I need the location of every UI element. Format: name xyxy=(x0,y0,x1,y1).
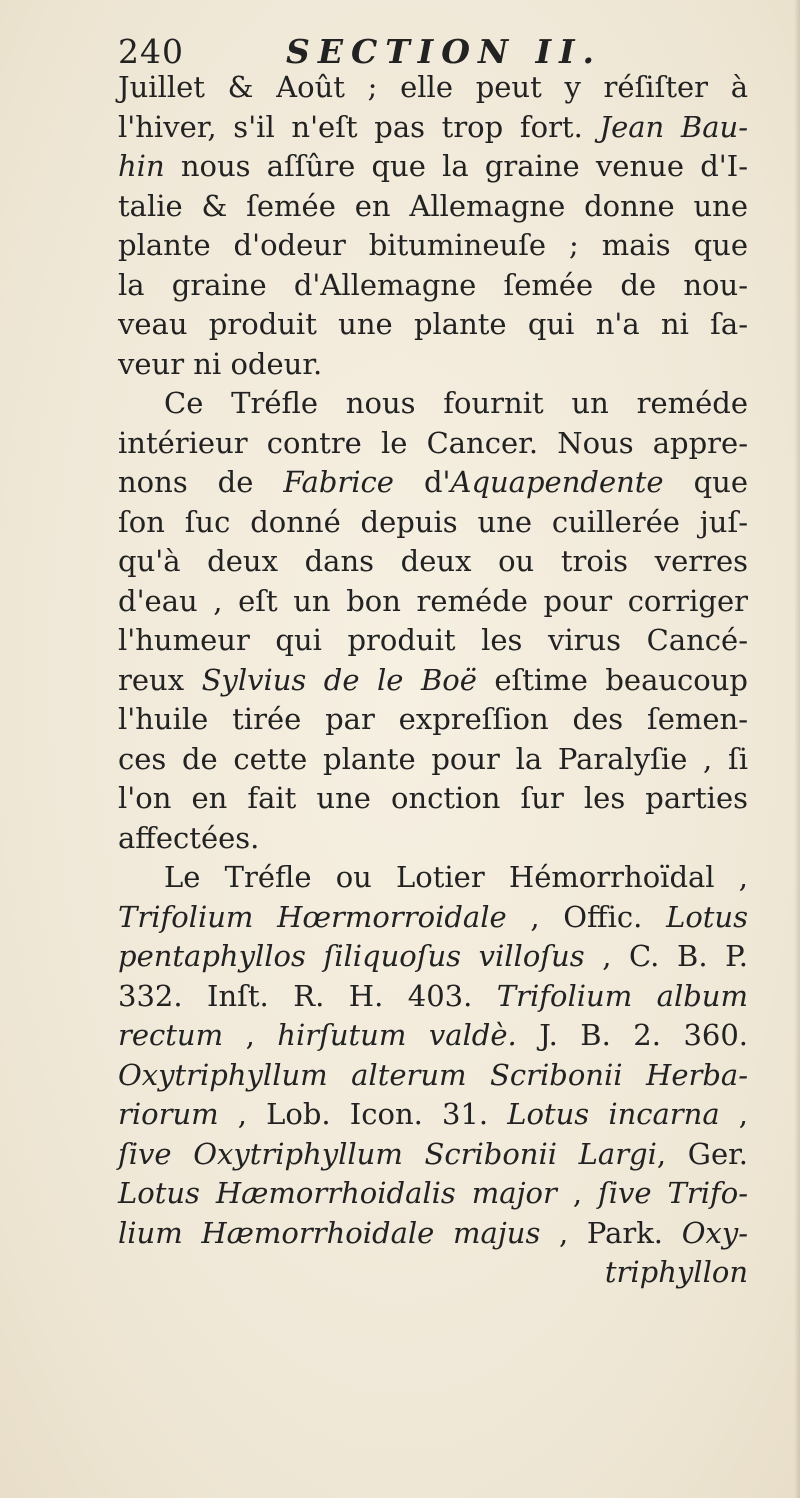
italic-text-run: Aquapendente xyxy=(450,465,664,499)
text-line xyxy=(118,819,748,859)
text-line xyxy=(118,424,748,464)
text-run: qu'à deux dans deux ou trois verres xyxy=(118,544,748,578)
text-run: l'hiver, s'il n'eſt pas trop fort. xyxy=(118,109,600,144)
text-run: l'humeur qui produit les virus Cancé- xyxy=(118,623,748,657)
italic-text-run: rectum xyxy=(118,1018,224,1052)
text-line xyxy=(118,503,748,543)
italic-text-run: hirſutum valdè. xyxy=(277,1018,517,1052)
italic-text-run: Lotus xyxy=(666,899,748,934)
text-line xyxy=(118,898,748,938)
text-line xyxy=(118,1135,748,1175)
italic-text-run: Trifolium album xyxy=(496,978,748,1013)
text-line xyxy=(118,740,748,780)
text-run: plante d'odeur bitumineuſe ; mais que xyxy=(118,228,748,262)
text-run: J. B. 2. 360. xyxy=(516,1018,749,1052)
text-line xyxy=(118,226,748,266)
italic-text-run: Trifolium Hœrmorroidale xyxy=(118,899,507,934)
text-run: reux xyxy=(118,662,202,697)
text-line xyxy=(118,858,748,898)
italic-text-run: Oxytriphyllum alterum Scribonii Herba- xyxy=(118,1057,748,1092)
text-run: ces de cette plante pour la Paralyſie , ſi xyxy=(118,741,748,776)
text-run: l'huile tirée par expreſſion des ſemen- xyxy=(118,702,748,736)
italic-text-run: hin xyxy=(118,149,165,183)
text-line xyxy=(118,937,748,977)
text-run: Ce Tréfle nous fournit un reméde xyxy=(164,386,748,420)
italic-text-run: ſive Trifo- xyxy=(598,1176,748,1210)
text-run: que xyxy=(663,465,749,499)
text-run: intérieur contre le Cancer. Nous appre- xyxy=(118,425,748,460)
italic-text-run: triphyllon xyxy=(604,1255,748,1289)
text-line xyxy=(118,345,748,385)
running-head: SECTION II. xyxy=(286,32,603,71)
text-line xyxy=(118,108,748,148)
text-run: affectées. xyxy=(118,820,260,855)
text-line xyxy=(118,68,748,108)
italic-text-run: lium Hæmorrhoidale majus xyxy=(118,1215,541,1250)
text-run: Juillet & Août ; elle peut y réſiſter à xyxy=(118,70,748,104)
italic-text-run: Jean Bau- xyxy=(599,109,748,144)
text-line xyxy=(118,1214,748,1254)
text-line xyxy=(118,700,748,740)
text-run: , Offic. xyxy=(506,899,667,934)
text-run: , xyxy=(719,1097,749,1131)
text-run: l'on en fait une onction ſur les parties xyxy=(118,781,748,815)
text-run: d'eau , eſt un bon reméde pour corriger xyxy=(118,583,748,618)
italic-text-run: Lotus Hæmorrhoidalis major xyxy=(118,1176,557,1210)
page-edge xyxy=(794,0,800,1498)
text-line xyxy=(118,779,748,819)
italic-text-run: pentaphyllos ſiliquoſus villoſus xyxy=(118,939,585,973)
text-run: , xyxy=(556,1176,599,1210)
text-line xyxy=(118,147,748,187)
text-line xyxy=(118,542,748,582)
italic-text-run: Sylvius de le Boë xyxy=(201,662,477,697)
text-line xyxy=(118,266,748,306)
text-run: veau produit une plante qui n'a ni ſa- xyxy=(118,307,748,341)
text-run: nons de xyxy=(118,465,284,499)
italic-text-run: Lotus incarna xyxy=(507,1097,720,1131)
italic-text-run: ſive Oxytriphyllum Scribonii Largi xyxy=(118,1136,657,1171)
italic-text-run: riorum xyxy=(118,1097,219,1131)
text-line xyxy=(118,1174,748,1214)
text-run: , Ger. xyxy=(656,1136,748,1171)
text-line xyxy=(118,621,748,661)
text-run: , xyxy=(223,1018,278,1052)
text-run: , Lob. Icon. 31. xyxy=(218,1097,508,1131)
text-run: , Park. xyxy=(540,1215,682,1250)
text-run: Le Tréfle ou Lotier Hémorrhoïdal , xyxy=(164,860,748,894)
text-line xyxy=(118,384,748,424)
text-line xyxy=(118,1056,748,1096)
text-line xyxy=(118,977,748,1017)
text-run: , C. B. P. xyxy=(584,939,748,973)
body-text xyxy=(118,68,748,1293)
text-line xyxy=(118,1095,748,1135)
text-run: talie & ſemée en Allemagne donne une xyxy=(118,188,748,223)
text-run: eſtime beaucoup xyxy=(476,662,748,697)
italic-text-run: Oxy- xyxy=(681,1215,748,1250)
text-line xyxy=(118,582,748,622)
text-line xyxy=(118,1253,748,1293)
page-number: 240 xyxy=(118,32,184,71)
text-line xyxy=(118,661,748,701)
text-line xyxy=(118,1016,748,1056)
text-run: la graine d'Allemagne ſemée de nou- xyxy=(118,267,748,302)
text-run: nous aſſûre que la graine venue d'I- xyxy=(164,149,748,183)
text-run: ſon ſuc donné depuis une cuillerée juſ- xyxy=(118,504,748,539)
text-line xyxy=(118,305,748,345)
text-run: d' xyxy=(393,465,451,499)
text-run: 332. Inſt. R. H. 403. xyxy=(118,978,497,1013)
text-line xyxy=(118,187,748,227)
text-run: veur ni odeur. xyxy=(118,346,323,381)
text-line xyxy=(118,463,748,503)
italic-text-run: Fabrice xyxy=(283,465,394,499)
